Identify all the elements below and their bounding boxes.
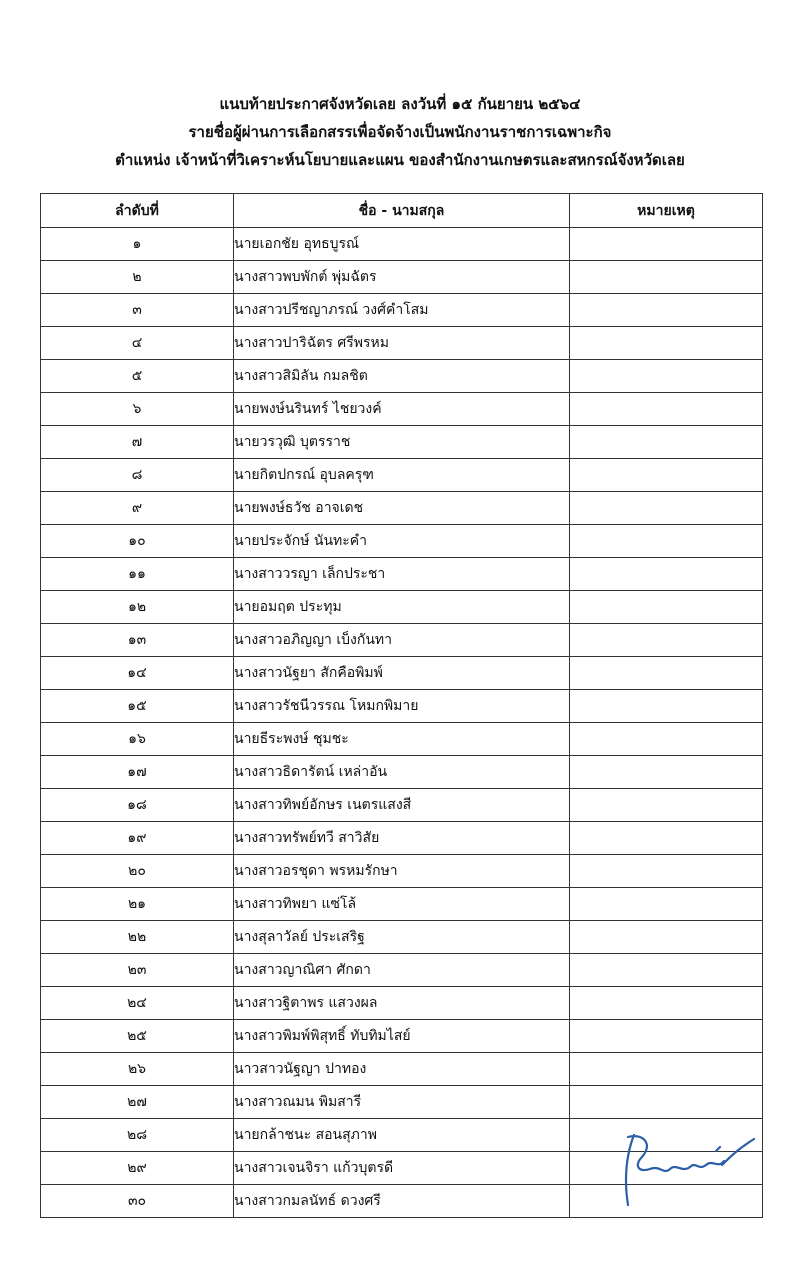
column-header-name: ชื่อ - นามสกุล — [234, 194, 570, 228]
row-name-cell: นายพงษ์ธวัช อาจเดช — [234, 492, 570, 525]
row-name-cell: นางสาวอรชุดา พรหมรักษา — [234, 855, 570, 888]
row-name-cell: นายวรวุฒิ บุตรราช — [234, 426, 570, 459]
row-note-cell — [570, 591, 763, 624]
row-note-cell — [570, 1152, 763, 1185]
name-list-table — [40, 193, 763, 1218]
column-header-note: หมายเหตุ — [570, 194, 763, 228]
row-number-cell: ๓ — [41, 294, 234, 327]
row-name-cell: นางสาวธิดารัตน์ เหล่าอัน — [234, 756, 570, 789]
row-note-cell — [570, 492, 763, 525]
row-note-cell — [570, 393, 763, 426]
row-name-cell: นายเอกชัย อุทธบูรณ์ — [234, 228, 570, 261]
table-row — [41, 1053, 763, 1086]
row-number-cell: ๓๐ — [41, 1185, 234, 1218]
table-row — [41, 690, 763, 723]
row-note-cell — [570, 624, 763, 657]
row-name-cell: นางสาวฐิตาพร แสวงผล — [234, 987, 570, 1020]
row-note-cell — [570, 228, 763, 261]
row-number-cell: ๔ — [41, 327, 234, 360]
row-number-cell: ๒๐ — [41, 855, 234, 888]
row-number-cell: ๑๐ — [41, 525, 234, 558]
row-note-cell — [570, 360, 763, 393]
row-note-cell — [570, 459, 763, 492]
row-note-cell — [570, 855, 763, 888]
table-row — [41, 789, 763, 822]
table-row — [41, 756, 763, 789]
row-number-cell: ๒๙ — [41, 1152, 234, 1185]
row-note-cell — [570, 690, 763, 723]
row-note-cell — [570, 987, 763, 1020]
row-note-cell — [570, 822, 763, 855]
row-number-cell: ๑๕ — [41, 690, 234, 723]
table-row — [41, 360, 763, 393]
row-note-cell — [570, 888, 763, 921]
row-name-cell: นายกล้าชนะ สอนสุภาพ — [234, 1119, 570, 1152]
table-row — [41, 327, 763, 360]
row-note-cell — [570, 1119, 763, 1152]
column-header-no: ลำดับที่ — [41, 194, 234, 228]
row-note-cell — [570, 954, 763, 987]
table-row — [41, 1119, 763, 1152]
table-row — [41, 1185, 763, 1218]
table-row — [41, 558, 763, 591]
row-note-cell — [570, 657, 763, 690]
table-row — [41, 1152, 763, 1185]
table-row — [41, 921, 763, 954]
table-row — [41, 228, 763, 261]
row-number-cell: ๒๒ — [41, 921, 234, 954]
row-name-cell: นายกิตปกรณ์ อุบลครุฑ — [234, 459, 570, 492]
row-note-cell — [570, 294, 763, 327]
row-name-cell: นายประจักษ์ นันทะคำ — [234, 525, 570, 558]
row-number-cell: ๑๖ — [41, 723, 234, 756]
table-header-row — [41, 194, 763, 228]
row-name-cell: นางสาวพบพักต์ พุ่มฉัตร — [234, 261, 570, 294]
table-body — [41, 228, 763, 1218]
table-row — [41, 426, 763, 459]
table-row — [41, 987, 763, 1020]
table-row — [41, 393, 763, 426]
row-note-cell — [570, 426, 763, 459]
row-name-cell: นางสาววรญา เล็กประชา — [234, 558, 570, 591]
row-number-cell: ๙ — [41, 492, 234, 525]
row-name-cell: นายพงษ์นรินทร์ ไชยวงค์ — [234, 393, 570, 426]
heading-line-3: ตำแหน่ง เจ้าหน้าที่วิเคราะห์นโยบายและแผน ของสำนักงานเกษตรและสหกรณ์จังหวัดเลย — [115, 151, 685, 169]
row-number-cell: ๒ — [41, 261, 234, 294]
row-name-cell: นางสาวทิพยา แซ่โล้ — [234, 888, 570, 921]
table-row — [41, 855, 763, 888]
row-name-cell: นางสาวณมน พิมสารี — [234, 1086, 570, 1119]
row-number-cell: ๑ — [41, 228, 234, 261]
row-name-cell: นางสุลาวัลย์ ประเสริฐ — [234, 921, 570, 954]
table-row — [41, 294, 763, 327]
row-name-cell: นางสาวอภิญญา เบ็งกันทา — [234, 624, 570, 657]
row-name-cell: นางสาวกมลนัทธ์ ดวงศรี — [234, 1185, 570, 1218]
row-name-cell: นางสาวทรัพย์ทวี สาวิสัย — [234, 822, 570, 855]
heading-line-2: รายชื่อผู้ผ่านการเลือกสรรเพื่อจัดจ้างเป็นพนักงานราชการเฉพาะกิจ — [188, 123, 612, 141]
table-row — [41, 657, 763, 690]
row-number-cell: ๑๑ — [41, 558, 234, 591]
table-row — [41, 591, 763, 624]
row-name-cell: นางสาวปาริฉัตร ศรีพรหม — [234, 327, 570, 360]
document-heading — [0, 90, 800, 174]
table-row — [41, 822, 763, 855]
heading-line-1: แนบท้ายประกาศจังหวัดเลย ลงวันที่ ๑๕ กันยายน ๒๕๖๔ — [219, 95, 581, 113]
row-number-cell: ๑๙ — [41, 822, 234, 855]
row-number-cell: ๑๓ — [41, 624, 234, 657]
table-row — [41, 954, 763, 987]
table-row — [41, 723, 763, 756]
row-number-cell: ๖ — [41, 393, 234, 426]
row-note-cell — [570, 1086, 763, 1119]
row-note-cell — [570, 558, 763, 591]
row-number-cell: ๒๑ — [41, 888, 234, 921]
table-row — [41, 525, 763, 558]
row-note-cell — [570, 723, 763, 756]
row-note-cell — [570, 1020, 763, 1053]
table-row — [41, 1020, 763, 1053]
row-number-cell: ๒๘ — [41, 1119, 234, 1152]
row-note-cell — [570, 756, 763, 789]
row-number-cell: ๑๘ — [41, 789, 234, 822]
row-number-cell: ๒๕ — [41, 1020, 234, 1053]
row-number-cell: ๒๓ — [41, 954, 234, 987]
row-note-cell — [570, 1053, 763, 1086]
row-name-cell: นางสาวสิมิลัน กมลชิต — [234, 360, 570, 393]
row-number-cell: ๘ — [41, 459, 234, 492]
row-note-cell — [570, 327, 763, 360]
row-number-cell: ๗ — [41, 426, 234, 459]
row-name-cell: นางสาวเจนจิรา แก้วบุตรดี — [234, 1152, 570, 1185]
table-row — [41, 459, 763, 492]
row-name-cell: นางสาวทิพย์อักษร เนตรแสงสี — [234, 789, 570, 822]
row-name-cell: นายอมฤต ประทุม — [234, 591, 570, 624]
table-row — [41, 624, 763, 657]
row-name-cell: นายธีระพงษ์ ชุมชะ — [234, 723, 570, 756]
row-name-cell: นาวสาวนัฐญา ปาทอง — [234, 1053, 570, 1086]
row-number-cell: ๕ — [41, 360, 234, 393]
table-row — [41, 261, 763, 294]
row-note-cell — [570, 1185, 763, 1218]
row-name-cell: นางสาวปรีชญาภรณ์ วงศ์คำโสม — [234, 294, 570, 327]
table-row — [41, 888, 763, 921]
row-number-cell: ๒๔ — [41, 987, 234, 1020]
row-name-cell: นางสาวพิมพ์พิสุทธิ์ ทับทิมไสย์ — [234, 1020, 570, 1053]
row-note-cell — [570, 921, 763, 954]
row-name-cell: นางสาวญาณิศา ศักดา — [234, 954, 570, 987]
row-name-cell: นางสาวรัชนีวรรณ โหมกพิมาย — [234, 690, 570, 723]
row-number-cell: ๒๗ — [41, 1086, 234, 1119]
table-row — [41, 1086, 763, 1119]
row-number-cell: ๑๗ — [41, 756, 234, 789]
row-note-cell — [570, 789, 763, 822]
row-number-cell: ๑๒ — [41, 591, 234, 624]
row-note-cell — [570, 261, 763, 294]
row-number-cell: ๒๖ — [41, 1053, 234, 1086]
table-row — [41, 492, 763, 525]
row-number-cell: ๑๔ — [41, 657, 234, 690]
row-note-cell — [570, 525, 763, 558]
row-name-cell: นางสาวนัฐยา สักคือพิมพ์ — [234, 657, 570, 690]
